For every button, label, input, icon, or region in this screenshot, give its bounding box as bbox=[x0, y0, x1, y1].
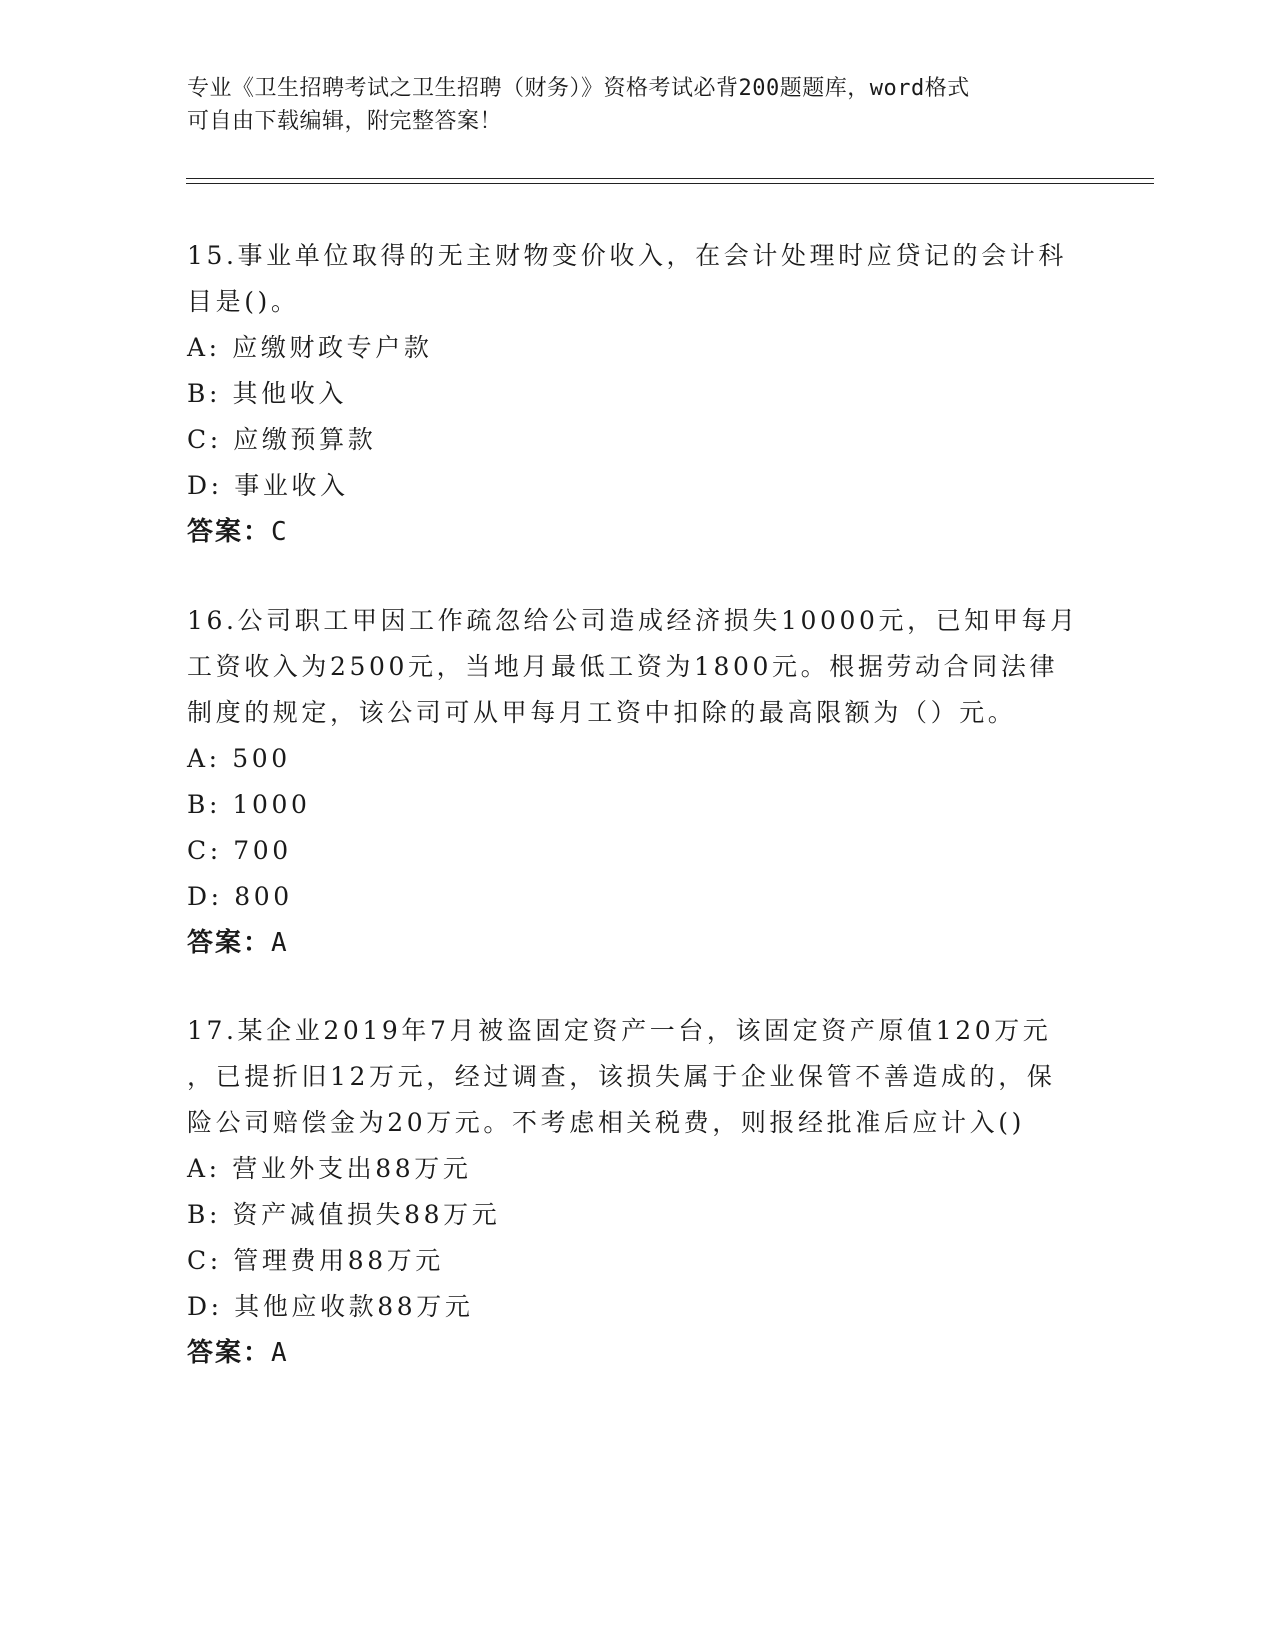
question-text bbox=[187, 1008, 1087, 1146]
option-d: D: 事业收入 bbox=[187, 471, 349, 500]
question-line: 工资收入为2500元，当地月最低工资为1800元。根据劳动合同法律 bbox=[187, 652, 1059, 681]
question-17 bbox=[187, 1008, 1087, 1376]
answer-label: 答案： bbox=[187, 928, 272, 958]
option-a: A: 500 bbox=[187, 744, 291, 773]
answer-line bbox=[187, 920, 1087, 966]
answer-line bbox=[187, 509, 1087, 555]
option-d: D: 其他应收款88万元 bbox=[187, 1292, 474, 1321]
option-b: B: 1000 bbox=[187, 790, 311, 819]
header-line-1: 专业《卫生招聘考试之卫生招聘（财务）》资格考试必背200题题库，word格式 bbox=[187, 76, 970, 101]
option-b: B: 资产减值损失88万元 bbox=[187, 1200, 501, 1229]
answer-label: 答案： bbox=[187, 517, 272, 547]
question-text bbox=[187, 233, 1087, 325]
header-line-2: 可自由下载编辑，附完整答案！ bbox=[187, 109, 503, 134]
question-text bbox=[187, 598, 1087, 736]
answer-line bbox=[187, 1330, 1087, 1376]
answer-value: A bbox=[271, 928, 289, 958]
option-d: D: 800 bbox=[187, 882, 293, 911]
question-line: 制度的规定，该公司可从甲每月工资中扣除的最高限额为（）元。 bbox=[187, 698, 1017, 727]
question-line: 16.公司职工甲因工作疏忽给公司造成经济损失10000元，已知甲每月 bbox=[187, 606, 1079, 635]
question-line: 险公司赔偿金为20万元。不考虑相关税费，则报经批准后应计入() bbox=[187, 1108, 1025, 1137]
option-b: B: 其他收入 bbox=[187, 379, 347, 408]
question-line: ，已提折旧12万元，经过调查，该损失属于企业保管不善造成的，保 bbox=[187, 1062, 1056, 1091]
answer-label: 答案： bbox=[187, 1338, 272, 1368]
option-c: C: 700 bbox=[187, 836, 292, 865]
header-divider-bottom bbox=[186, 183, 1154, 184]
question-line: 17.某企业2019年7月被盗固定资产一台，该固定资产原值120万元 bbox=[187, 1016, 1052, 1045]
question-15 bbox=[187, 233, 1087, 555]
answer-value: A bbox=[271, 1338, 289, 1368]
option-c: C: 应缴预算款 bbox=[187, 425, 377, 454]
answer-value: C bbox=[271, 517, 289, 547]
document-header bbox=[187, 72, 1077, 138]
option-a: A: 营业外支出88万元 bbox=[187, 1154, 472, 1183]
question-line: 15.事业单位取得的无主财物变价收入，在会计处理时应贷记的会计科 bbox=[187, 241, 1067, 270]
option-c: C: 管理费用88万元 bbox=[187, 1246, 444, 1275]
header-divider-top bbox=[186, 178, 1154, 179]
question-line: 目是()。 bbox=[187, 287, 300, 316]
question-16 bbox=[187, 598, 1087, 966]
option-a: A: 应缴财政专户款 bbox=[187, 333, 433, 362]
